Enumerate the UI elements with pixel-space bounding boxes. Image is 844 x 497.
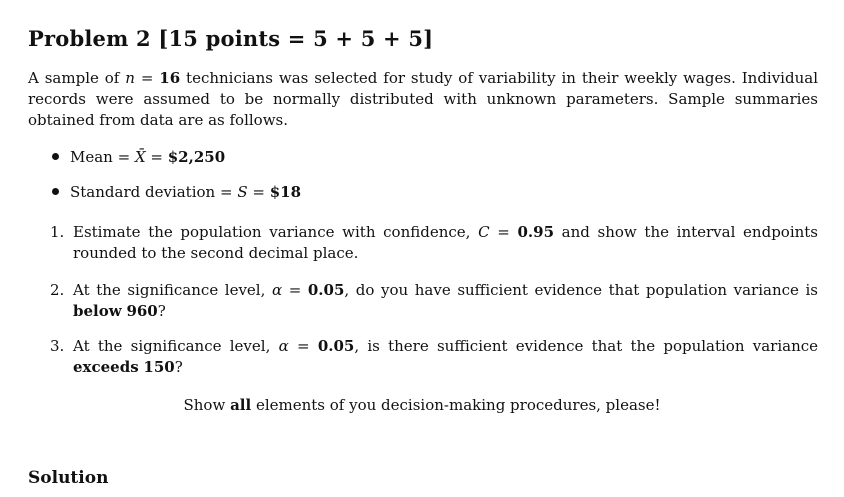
confidence-value: 0.95 xyxy=(517,223,555,241)
question-number: 1. xyxy=(50,223,65,241)
std-dev-equals: = xyxy=(247,183,270,201)
question-2 xyxy=(50,280,818,322)
question-emphasis: exceeds xyxy=(73,358,139,376)
question-equals: = xyxy=(288,337,318,355)
question-text: , do you have sufficient evidence that population variance is xyxy=(344,281,818,299)
question-body xyxy=(73,336,818,378)
sample-size-value: 16 xyxy=(159,69,181,87)
alpha-value: 0.05 xyxy=(307,281,345,299)
mean-label: Mean = xyxy=(70,148,135,166)
closing-instruction xyxy=(0,396,844,414)
question-body xyxy=(73,222,818,264)
std-dev-value: $18 xyxy=(269,183,302,201)
question-number: 3. xyxy=(50,337,65,355)
question-equals: = xyxy=(282,281,308,299)
question-text: At the significance level, xyxy=(73,281,272,299)
question-3 xyxy=(50,336,818,378)
closing-text-start: Show xyxy=(183,396,231,414)
mean-value: $2,250 xyxy=(167,148,226,166)
question-text: At the significance level, xyxy=(73,337,279,355)
intro-text-start: A sample of xyxy=(28,69,126,87)
sample-size-symbol: n xyxy=(125,69,135,87)
question-equals: = xyxy=(489,223,518,241)
std-dev-label: Standard deviation = xyxy=(70,183,238,201)
question-text: , is there sufficient evidence that the population variance xyxy=(354,337,819,355)
alpha-value: 0.05 xyxy=(317,337,355,355)
alpha-symbol: α xyxy=(271,281,283,299)
problem-title: Problem 2 [15 points = 5 + 5 + 5] xyxy=(28,26,434,51)
question-mark: ? xyxy=(157,302,166,320)
question-1 xyxy=(50,222,818,264)
bullet-dot-icon xyxy=(52,153,59,160)
intro-text-end: technicians was selected for study of variability in their weekly wages. Individual records were assumed to be normally distributed with unknown parameters. Sample summaries obtained from data are as follows. xyxy=(28,69,818,129)
summary-mean xyxy=(52,148,225,166)
question-mark: ? xyxy=(174,358,183,376)
alpha-symbol: α xyxy=(278,337,289,355)
intro-equals: = xyxy=(134,69,160,87)
closing-emphasis: all xyxy=(230,396,252,414)
question-emphasis: below xyxy=(73,302,122,320)
question-number: 2. xyxy=(50,281,65,299)
question-text: Estimate the population variance with confidence, xyxy=(73,223,479,241)
problem-intro xyxy=(28,68,818,131)
variance-threshold: 960 xyxy=(126,302,158,320)
closing-text-end: elements of you decision-making procedures, please! xyxy=(251,396,661,414)
variance-threshold: 150 xyxy=(143,358,175,376)
confidence-symbol: C xyxy=(478,223,490,241)
summary-std-dev xyxy=(52,183,301,201)
mean-symbol: X̄ xyxy=(134,148,146,166)
bullet-dot-icon xyxy=(52,188,59,195)
question-text: and show the interval endpoints rounded to the second decimal place. xyxy=(73,223,819,262)
mean-equals: = xyxy=(145,148,168,166)
std-dev-symbol: S xyxy=(237,183,248,201)
solution-heading: Solution xyxy=(28,468,109,488)
question-body xyxy=(73,280,818,322)
